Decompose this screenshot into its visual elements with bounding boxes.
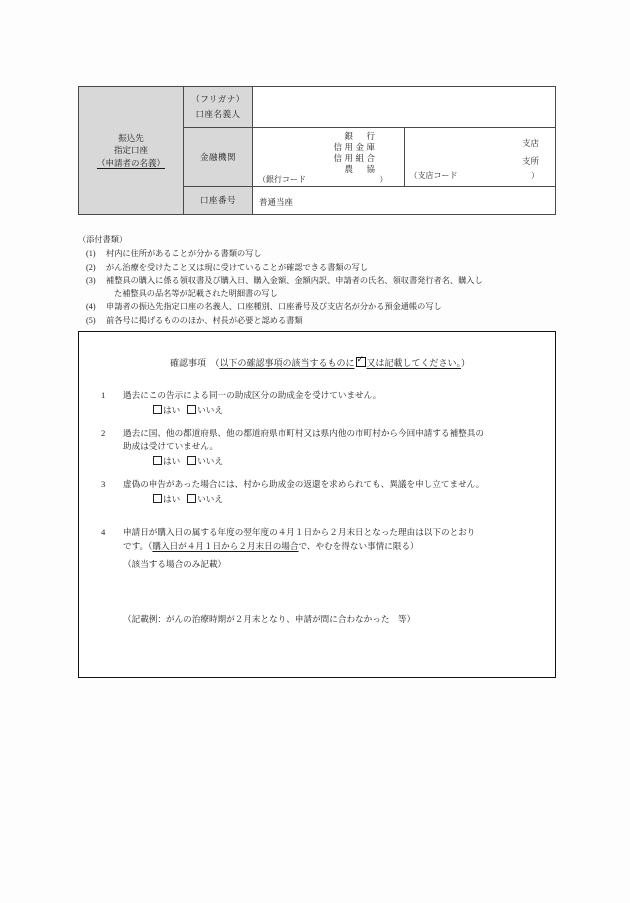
- question-number-4: 4: [101, 527, 106, 538]
- bank-code-close-paren: ）: [379, 174, 388, 184]
- question-options-3: [153, 493, 537, 506]
- confirmation-question-list: [79, 389, 555, 626]
- confirmation-example-note: （記載例：がんの治療時期が２月末となり、申請が間に合わなかった 等）: [123, 614, 416, 625]
- branch-kind-shiten: 支店: [521, 138, 539, 149]
- attachment-number-3: (3): [86, 275, 96, 285]
- checkbox-no-2-icon[interactable]: [187, 456, 196, 465]
- confirmation-title: [79, 356, 555, 369]
- confirmation-title-suffix: ）: [461, 358, 471, 368]
- attachment-item-2: [86, 261, 578, 274]
- option-label-no-2[interactable]: いいえ: [197, 456, 223, 467]
- table-row-account-name: [79, 87, 556, 128]
- question-text-4-line3: （該当する場合のみ記載）: [123, 558, 227, 569]
- label-financial-institution: 金融機関: [184, 128, 253, 187]
- label-branch-code: （支店コード: [409, 171, 458, 181]
- option-label-yes-2[interactable]: はい: [163, 456, 181, 467]
- institution-kind-bank: 銀 行: [344, 131, 378, 141]
- question-text-3: 虚偽の申告があった場合には、村から助成金の返還を求められても、異議を申し立てません。: [123, 478, 485, 489]
- question-text-2: 過去に国、他の都道府県、他の都道府県市町村又は県内他の市町村から今回申請する補整具の: [123, 427, 484, 438]
- confirmation-question-3: [101, 478, 537, 507]
- attachment-item-1: [86, 247, 578, 260]
- attachment-text-3-continued: た補整具の品名等が記載された明細書の写し: [114, 289, 278, 299]
- confirmation-question-1: [101, 389, 537, 418]
- label-furigana: （フリガナ）: [191, 94, 245, 105]
- attachment-list-title: （添付書類）: [78, 235, 128, 244]
- attachment-item-3: [86, 274, 578, 287]
- checkbox-no-1-icon[interactable]: [187, 405, 196, 414]
- confirmation-title-prefix: 確認事項 （: [169, 358, 220, 368]
- attachment-text-2: がん治療を受けたこと又は現に受けていることが確認できる書類の写し: [106, 262, 369, 272]
- confirmation-title-underline-second: 又は記載してください。: [366, 358, 462, 368]
- institution-kind-list: [253, 128, 404, 175]
- attachment-text-3: 補整具の購入に係る領収書及び購入日、購入金額、金額内訳、申請者の氏名、領収書発行者名、購入し: [106, 275, 483, 285]
- option-label-yes-1[interactable]: はい: [163, 405, 181, 416]
- row-label-line3: （申請者の名義）: [96, 157, 165, 168]
- question-text-1: 過去にこの告示による同一の助成区分の助成金を受けていません。: [123, 390, 382, 400]
- confirmation-title-underline-first: 以下の確認事項の該当するものに: [219, 358, 355, 368]
- row-label-line2: 指定口座: [113, 145, 148, 156]
- attachment-text-5: 前各号に掲げるもののほか、村長が必要と認める書類: [106, 315, 303, 325]
- question-text-2-continued: 助成は受けていません。: [123, 440, 219, 451]
- input-account-holder[interactable]: [253, 87, 556, 128]
- institution-kind-shinkumi: 信用組合: [333, 152, 378, 163]
- label-account-holder-main: 口座名義人: [195, 109, 241, 119]
- row-label-transfer-account: [79, 87, 184, 215]
- label-bank-code: （銀行コード: [258, 174, 306, 184]
- institution-kind-nokyo: 農 協: [344, 163, 378, 174]
- label-account-holder: [184, 87, 253, 128]
- checkbox-yes-1-icon[interactable]: [153, 405, 162, 414]
- checkbox-yes-2-icon[interactable]: [153, 456, 162, 465]
- input-account-number[interactable]: [253, 187, 556, 215]
- option-label-no-3[interactable]: いいえ: [197, 493, 223, 504]
- branch-kind-shisho: 支所: [521, 156, 539, 167]
- branch-code-line: [405, 171, 556, 183]
- question-number-1: 1: [101, 390, 106, 400]
- question-options-1: [153, 404, 537, 417]
- attachment-number-4: (4): [86, 302, 96, 312]
- question-text-4-line1: 申請日が購入日の属する年度の翌年度の４月１日から２月末日となった理由は以下のとおり: [123, 527, 476, 538]
- branch-code-close-paren: ）: [531, 171, 539, 181]
- attachment-text-1: 村内に住所があることが分かる書類の写し: [106, 249, 262, 259]
- input-institution-name[interactable]: [253, 128, 405, 187]
- institution-kind-shinkin: 信用金庫: [333, 141, 378, 152]
- attachment-number-5: (5): [86, 315, 96, 325]
- checkbox-checked-icon[interactable]: [356, 357, 366, 367]
- confirmation-question-2: [101, 427, 537, 469]
- bank-account-table: [78, 86, 556, 215]
- question-4-line2-underline: 購入日が４月１日から２月末日の場合: [152, 540, 299, 551]
- label-account-number: 口座番号: [184, 187, 253, 215]
- confirmation-question-4: [101, 526, 537, 571]
- input-branch-name[interactable]: [404, 128, 556, 187]
- confirmation-section: [78, 331, 556, 678]
- question-number-2: 2: [101, 427, 106, 438]
- checkbox-yes-3-icon[interactable]: [153, 494, 162, 503]
- attachment-list: [78, 233, 578, 327]
- branch-kind-list: [405, 131, 556, 171]
- question-number-3: 3: [101, 478, 106, 489]
- attachment-item-4: [86, 300, 578, 313]
- attachment-item-5: [86, 314, 578, 327]
- account-type-options[interactable]: 普通当座: [259, 196, 294, 207]
- attachment-number-1: (1): [86, 249, 96, 259]
- question-text-4-line2: [123, 540, 537, 553]
- checkbox-no-3-icon[interactable]: [187, 494, 196, 503]
- question-4-line2-prefix: です。（: [123, 540, 153, 551]
- attachment-text-4: 申請者の振込先指定口座の名義人、口座種別、口座番号及び支店名が分かる預金通帳の写し: [106, 302, 442, 312]
- question-options-2: [153, 455, 537, 468]
- option-label-no-1[interactable]: いいえ: [197, 405, 223, 416]
- option-label-yes-3[interactable]: はい: [163, 493, 181, 504]
- question-4-line2-suffix: で、やむを得ない事情に限る）: [298, 540, 419, 551]
- bank-code-line: [253, 175, 404, 187]
- row-label-line1: 振込先: [118, 133, 144, 144]
- attachment-number-2: (2): [86, 262, 96, 272]
